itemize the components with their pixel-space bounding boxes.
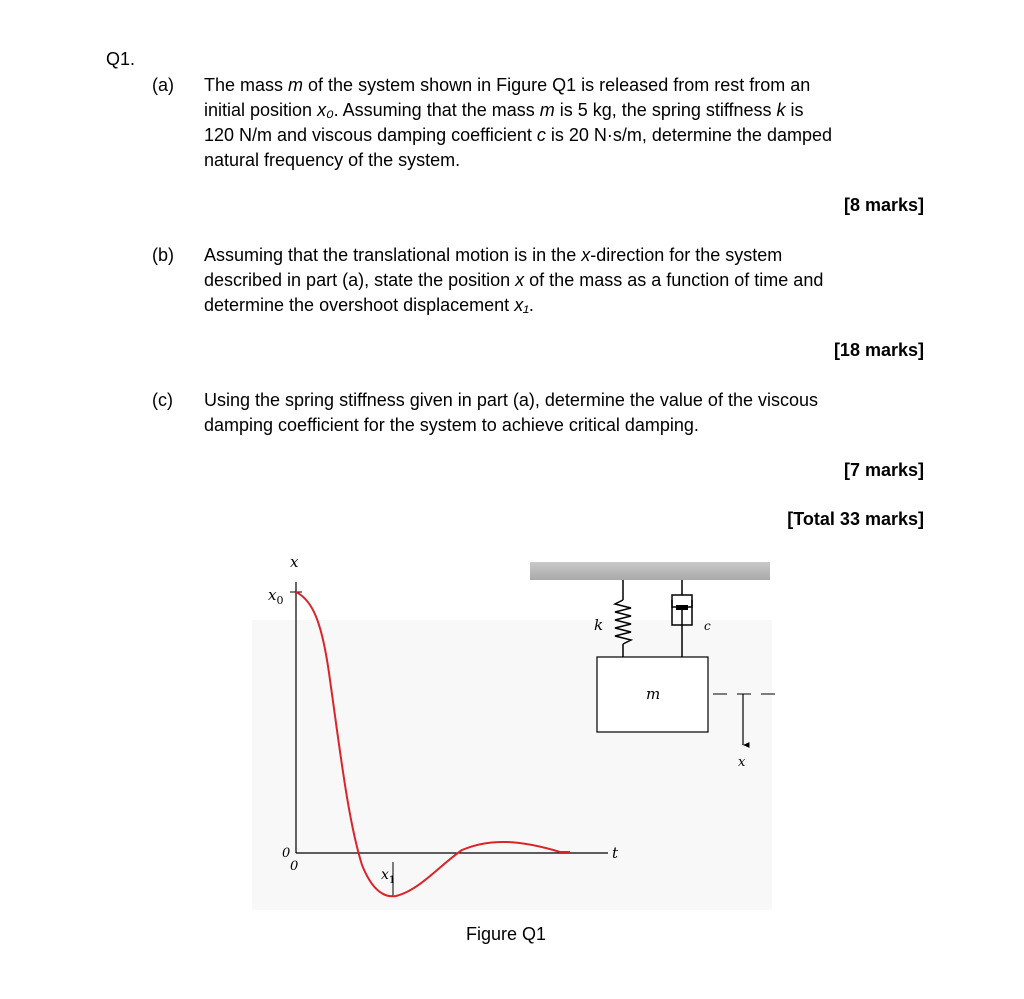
origin-y-label: 0: [282, 846, 291, 861]
part-a-marks: [8 marks]: [843, 195, 924, 215]
part-a-line-4: natural frequency of the system.: [204, 150, 461, 170]
part-b-line-3: determine the overshoot displacement x₁.: [204, 295, 534, 315]
origin-x-label: 0: [290, 859, 299, 874]
total-marks: [Total 33 marks]: [787, 509, 924, 529]
part-b-line-1: Assuming that the translational motion is in the x-direction for the system: [204, 245, 783, 265]
part-c-line-1: Using the spring stiffness given in part (a), determine the value of the viscous: [204, 390, 818, 410]
damper-label: c: [704, 619, 711, 633]
x-arrow-label: x: [738, 755, 746, 770]
part-c-marks: [7 marks]: [843, 460, 924, 480]
part-b-label: (b): [152, 245, 174, 265]
t-axis-label: t: [612, 844, 619, 862]
part-a-label: (a): [152, 75, 174, 95]
part-a-line-2: initial position x₀. Assuming that the mass m is 5 kg, the spring stiffness k is: [204, 100, 804, 120]
x1-label: $x_1$: [381, 867, 396, 886]
part-b-marks: [18 marks]: [833, 340, 924, 360]
part-a-line-3: 120 N/m and viscous damping coefficient c is 20 N·s/m, determine the damped: [204, 125, 832, 145]
part-a-line-1: The mass m of the system shown in Figure Q1 is released from rest from an: [204, 75, 811, 95]
part-c-label: (c): [152, 390, 173, 410]
part-c-line-2: damping coefficient for the system to achieve critical damping.: [204, 415, 699, 435]
mass-label: m: [646, 685, 661, 703]
question-number: Q1.: [106, 49, 136, 69]
part-b-line-2: described in part (a), state the position x of the mass as a function of time and: [204, 270, 824, 290]
x0-label: $x_0$: [268, 586, 284, 607]
y-axis-label: x: [290, 553, 299, 571]
ceiling: [530, 562, 770, 580]
figure-caption: Figure Q1: [466, 924, 547, 944]
spring-label: k: [594, 616, 604, 634]
